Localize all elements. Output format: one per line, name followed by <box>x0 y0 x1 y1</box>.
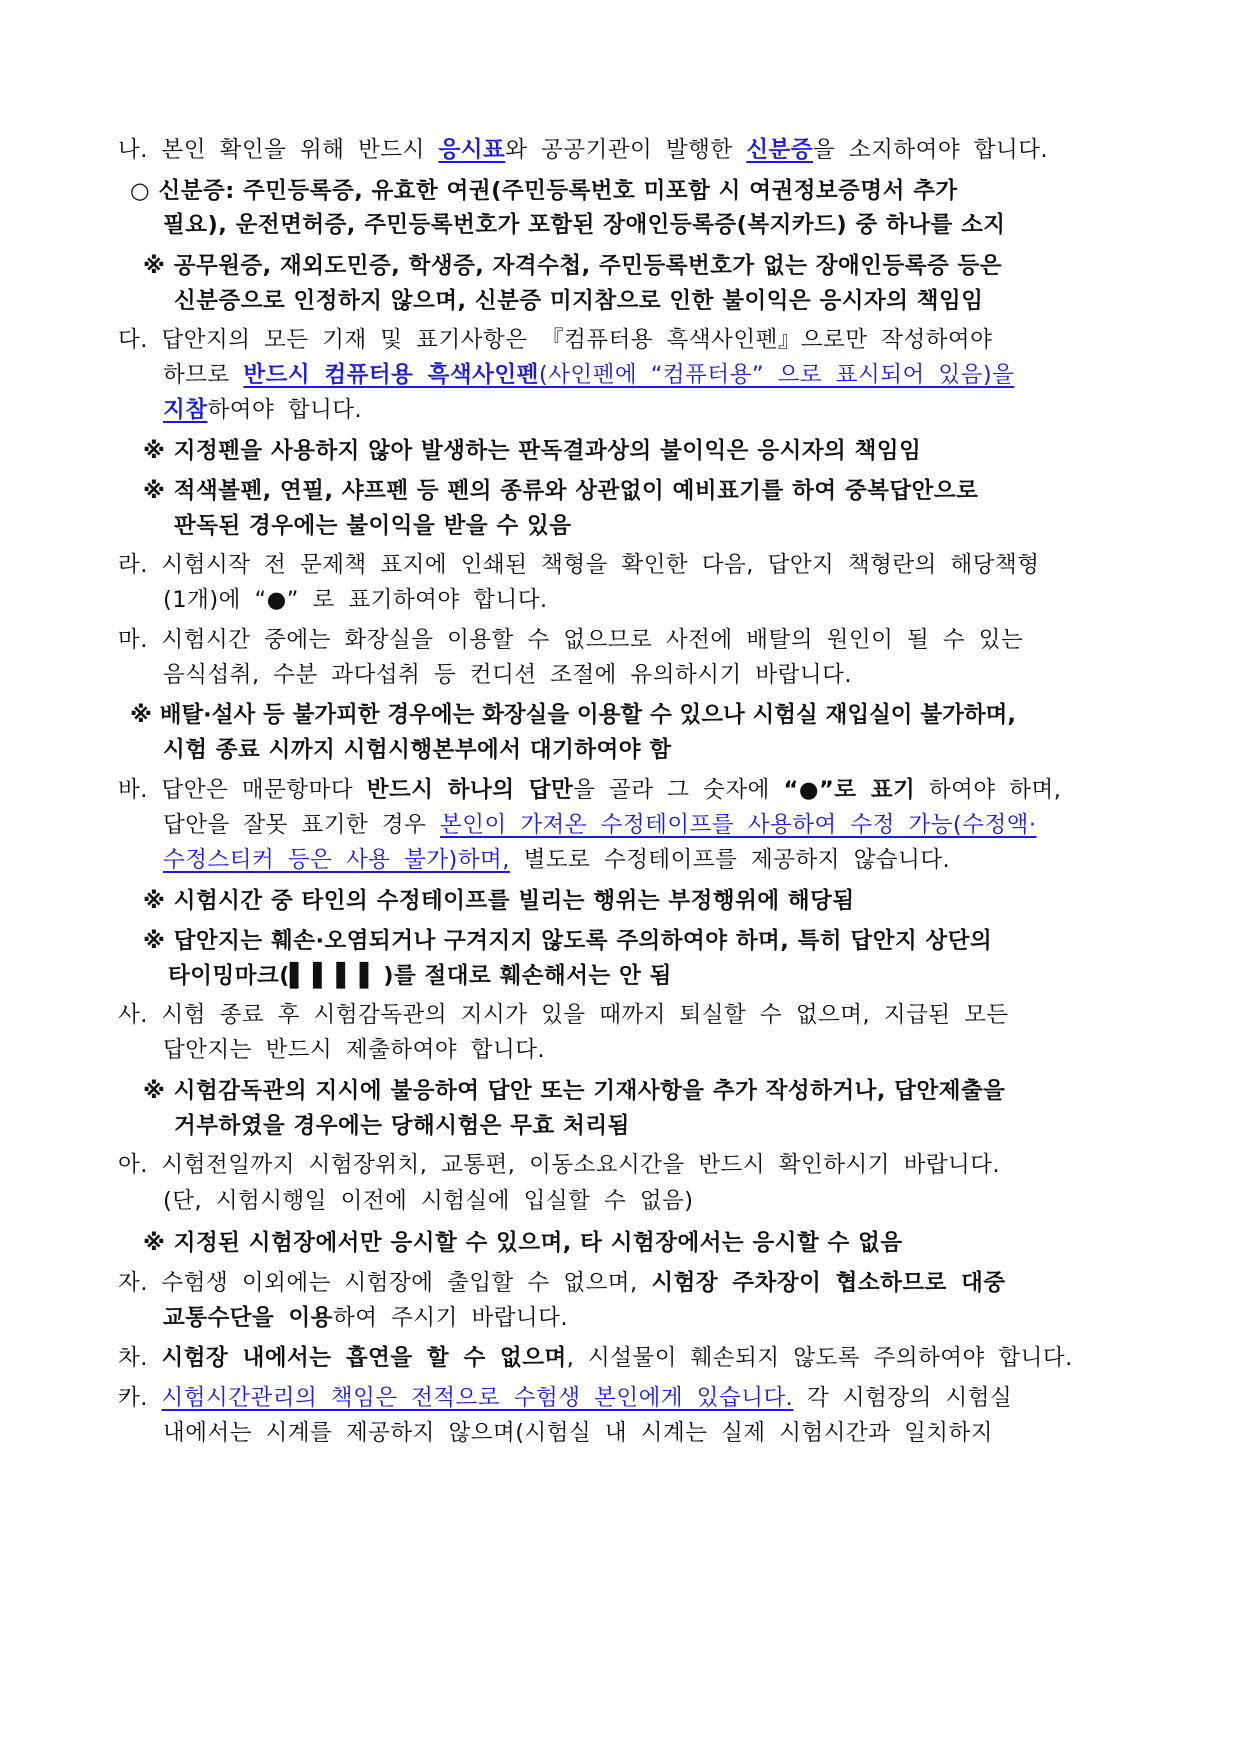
item-text: 하여야 하며, <box>915 777 1062 803</box>
note-da-1 <box>143 436 1005 466</box>
emphasis-text: 시험장 주차장이 협소하므로 대중 <box>651 1270 1006 1296</box>
item-marker: 차. <box>118 1345 148 1371</box>
correction-tape-link[interactable]: 본인이 가져온 수정테이프를 사용하여 수정 가능(수정액· <box>439 812 1037 838</box>
note-na-line1 <box>143 251 1005 281</box>
timing-mark-icon: ▌▌▌▌ <box>289 963 384 989</box>
item-text: 하므로 <box>163 362 244 388</box>
item-ka-line2 <box>163 1418 1005 1448</box>
item-marker: 자. <box>118 1270 148 1296</box>
note-text: ※ 배탈·설사 등 불가피한 경우에는 화장실을 이용할 수 있으나 시험실 재입실이 불가하며, <box>130 702 1016 728</box>
note-text: ※ 지정펜을 사용하지 않아 발생하는 판독결과상의 불이익은 응시자의 책임임 <box>143 438 922 464</box>
note-text: ※ 지정된 시험장에서만 응시할 수 있으며, 타 시험장에서는 응시할 수 없음 <box>143 1230 903 1256</box>
item-ka-line1 <box>118 1383 1013 1413</box>
item-ba-line2 <box>163 810 1037 840</box>
item-marker: 마. <box>118 627 148 653</box>
item-sa-line2 <box>163 1035 1005 1065</box>
item-text: 답안지는 반드시 제출하여야 합니다. <box>163 1037 546 1063</box>
id-list-text: 필요), 운전면허증, 주민등록번호가 포함된 장애인등록증(복지카드) 중 하나를 소지 <box>163 212 1006 238</box>
item-na-line1 <box>118 135 1049 165</box>
id-card-link[interactable]: 신분증 <box>746 137 814 163</box>
item-ba-line1 <box>118 775 1062 805</box>
item-a-line1 <box>118 1150 1005 1180</box>
note-text: )를 절대로 훼손해서는 안 됨 <box>383 963 672 989</box>
item-text: 답안을 잘못 표기한 경우 <box>163 812 440 838</box>
item-da-line1 <box>118 325 1005 355</box>
note-ba-1 <box>143 886 1005 916</box>
item-marker: 라. <box>118 552 148 578</box>
emphasis-text: 반드시 하나의 답만 <box>366 777 574 803</box>
note-na-line2 <box>174 286 1005 316</box>
note-mark-icon: ※ <box>143 253 166 279</box>
item-text: 답안은 매문항마다 <box>161 777 367 803</box>
item-text: (1개)에 “●” 로 표기하여야 합니다. <box>163 587 548 613</box>
id-list-line1 <box>130 176 1005 206</box>
note-text: 판독된 경우에는 불이익을 받을 수 있음 <box>174 513 572 539</box>
item-ja-line1 <box>118 1268 1005 1298</box>
note-text: ※ 답안지는 훼손·오염되거나 구겨지지 않도록 주의하여야 하며, 특히 답안지 상단의 <box>143 928 993 954</box>
circle-bullet-icon: ○ <box>130 178 151 204</box>
item-marker: 다. <box>118 327 148 353</box>
item-marker: 카. <box>118 1385 148 1411</box>
item-text: 시험시작 전 문제책 표지에 인쇄된 책형을 확인한 다음, 답안지 책형란의 해당책형 <box>161 552 1040 578</box>
note-ba-2-line1 <box>143 926 1005 956</box>
note-ma-line2 <box>163 735 1005 765</box>
item-text: 시험 종료 후 시험감독관의 지시가 있을 때까지 퇴실할 수 없으며, 지급된 모든 <box>161 1002 1009 1028</box>
item-ma-line1 <box>118 625 1024 655</box>
id-list-line2 <box>163 210 1005 240</box>
note-sa-line2 <box>174 1111 1005 1141</box>
item-text: 수험생 이외에는 시험장에 출입할 수 없으며, <box>161 1270 652 1296</box>
item-text: 하여야 합니다. <box>207 397 363 423</box>
item-sa-line1 <box>118 1000 1009 1030</box>
computer-pen-note-link[interactable]: (사인펜에 “컴퓨터용” 으로 표시되어 있음)을 <box>538 362 1015 388</box>
item-cha <box>118 1343 1073 1373</box>
emphasis-text: 시험장 내에서는 흡연을 할 수 없으며 <box>161 1345 567 1371</box>
note-da-2-line2 <box>174 511 1005 541</box>
item-text: 와 공공기관이 발행한 <box>505 137 747 163</box>
item-ba-line3 <box>163 845 1005 875</box>
note-text: ※ 시험감독관의 지시에 불응하여 답안 또는 기재사항을 추가 작성하거나, 답안제출을 <box>143 1078 1006 1104</box>
note-text: 공무원증, 재외도민증, 학생증, 자격수첩, 주민등록번호가 없는 장애인등록증 등은 <box>173 253 1002 279</box>
item-text: 각 시험장의 시험실 <box>793 1385 1013 1411</box>
note-text: ※ 적색볼펜, 연필, 샤프펜 등 펜의 종류와 상관없이 예비표기를 하여 중복답안으로 <box>143 478 979 504</box>
bring-pen-link[interactable]: 지참 <box>163 397 208 423</box>
emphasis-text: “●”로 표기 <box>783 777 916 803</box>
admission-ticket-link[interactable]: 응시표 <box>438 137 506 163</box>
item-marker: 사. <box>118 1002 148 1028</box>
item-text: 답안지의 모든 기재 및 표기사항은 『컴퓨터용 흑색사인펜』으로만 작성하여야 <box>161 327 993 353</box>
note-text: 타이밍마크( <box>168 963 290 989</box>
item-text: 을 골라 그 숫자에 <box>573 777 784 803</box>
item-da-line2 <box>163 360 1015 390</box>
note-a <box>143 1228 1005 1258</box>
correction-tape-link-cont[interactable]: 수정스티커 등은 사용 불가)하며, <box>163 847 510 873</box>
item-text: 시험전일까지 시험장위치, 교통편, 이동소요시간을 반드시 확인하시기 바랍니다. <box>161 1152 1001 1178</box>
time-management-link[interactable]: 시험시간관리의 책임은 전적으로 수험생 본인에게 있습니다. <box>161 1385 794 1411</box>
note-text: ※ 시험시간 중 타인의 수정테이프를 빌리는 행위는 부정행위에 해당됨 <box>143 888 855 914</box>
item-text: 본인 확인을 위해 반드시 <box>161 137 439 163</box>
item-text: 내에서는 시계를 제공하지 않으며(시험실 내 시계는 실제 시험시간과 일치하지 <box>163 1420 994 1446</box>
item-text: , 시설물이 훼손되지 않도록 주의하여야 합니다. <box>566 1345 1073 1371</box>
item-a-line2 <box>163 1186 1005 1216</box>
item-text: 을 소지하여야 합니다. <box>813 137 1049 163</box>
item-ja-line2 <box>163 1303 1005 1333</box>
emphasis-text: 교통수단을 이용 <box>163 1305 333 1331</box>
note-da-2-line1 <box>143 476 1005 506</box>
item-marker: 바. <box>118 777 148 803</box>
id-list-text: 신분증: 주민등록증, 유효한 여권(주민등록번호 미포함 시 여권정보증명서 추가 <box>158 178 958 204</box>
item-da-line3 <box>163 395 1005 425</box>
note-text: 신분증으로 인정하지 않으며, 신분증 미지참으로 인한 불이익은 응시자의 책임임 <box>174 288 984 314</box>
item-text: (단, 시험시행일 이전에 시험실에 입실할 수 없음) <box>163 1188 694 1214</box>
item-text: 하여 주시기 바랍니다. <box>332 1305 569 1331</box>
note-text: 거부하였을 경우에는 당해시험은 무효 처리됨 <box>174 1113 630 1139</box>
note-text: 시험 종료 시까지 시험시행본부에서 대기하여야 함 <box>163 737 672 763</box>
item-marker: 아. <box>118 1152 148 1178</box>
item-text: 음식섭취, 수분 과다섭취 등 컨디션 조절에 유의하시기 바랍니다. <box>163 662 852 688</box>
item-ra-line1 <box>118 550 1040 580</box>
item-ra-line2 <box>163 585 1005 615</box>
computer-pen-link[interactable]: 반드시 컴퓨터용 흑색사인펜 <box>243 362 539 388</box>
item-text: 별도로 수정테이프를 제공하지 않습니다. <box>509 847 951 873</box>
note-ba-2-line2 <box>168 961 1005 991</box>
note-sa-line1 <box>143 1076 1005 1106</box>
item-text: 시험시간 중에는 화장실을 이용할 수 없으므로 사전에 배탈의 원인이 될 수 있는 <box>161 627 1024 653</box>
item-marker: 나. <box>118 137 148 163</box>
item-ma-line2 <box>163 660 1005 690</box>
note-ma-line1 <box>130 700 1016 730</box>
